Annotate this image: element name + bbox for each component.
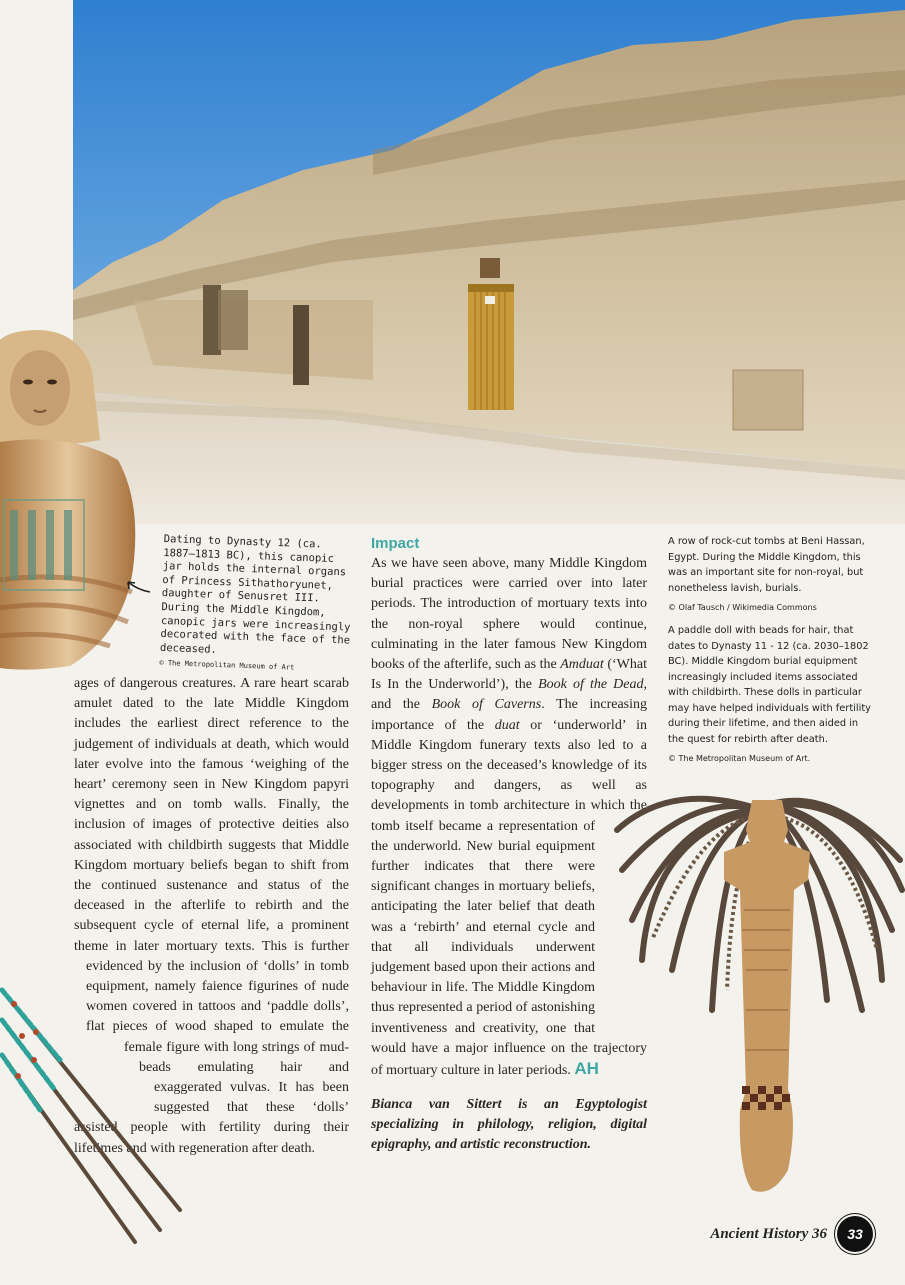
- page-footer: [710, 1216, 873, 1252]
- canopic-jar-photo: [0, 330, 140, 675]
- beaded-sticks-photo: [0, 980, 200, 1285]
- article-text-left: ages of dangerous creatures. A rare heart scarab amulet dated to the late Middle Kingdom includes the earliest direct reference to the judgement of individuals at death, which would later evolve into the famous ‘weighing of the heart’ ceremony seen in New Kingdom papyri vignettes and on tomb walls. Finally, the inclusion of images of protective deities also associated with childbirth suggests that Middle Kingdom mortuary beliefs began to shift from the continued sustenance and status of the deceased in the afterlife to rebirth and the subsequent cycle of eternal life, a prominent theme in later mortuary texts. This is further evidenced by the inclusion of ‘dolls’ in tomb equipment, namely faience figurines of nude women covered in tattoos and ‘paddle dolls’, flat pieces of wood shaped to emulate the female figure with long strings of mud-beads emulating hair and exaggerated vulvas. It has been suggested that these ‘dolls’ assisted people with fertility during their lifetimes and with regeneration after death.: [74, 676, 349, 1156]
- article-column-middle: [371, 535, 647, 1155]
- tombs-caption-text: A row of rock-cut tombs at Beni Hassan, Egypt. During the Middle Kingdom, this was an important site for non-royal, but nonetheless lavish, burials.: [668, 536, 865, 594]
- doll-caption-credit: © The Metropolitan Museum of Art.: [668, 754, 811, 763]
- doll-caption: [668, 623, 873, 767]
- beni-hassan-tombs-photo: [73, 0, 905, 524]
- page-number: 33: [837, 1216, 873, 1252]
- author-initials: AH: [574, 1059, 599, 1079]
- pointer-arrow-icon: [124, 578, 152, 596]
- canopic-jar-caption: [159, 533, 354, 677]
- tombs-caption: [668, 534, 873, 616]
- author-bio: Bianca van Sittert is an Egyptologist specializing in philology, religion, digital epigraphy, and artistic reconstruction.: [371, 1097, 647, 1153]
- section-heading-impact: Impact: [371, 535, 420, 552]
- magazine-issue: Ancient History 36: [710, 1225, 827, 1242]
- canopic-caption-text: Dating to Dynasty 12 (ca. 1887–1813 BC), this canopic jar holds the internal organs of Princess Sithathoryunet, daughter of Senusret III. During the Middle Kingdom, canopic jars were increasingly decorated with the face of the deceased.: [159, 533, 351, 656]
- doll-caption-text: A paddle doll with beads for hair, that dates to Dynasty 11 - 12 (ca. 2030–1802 BC). Middle Kingdom burial equipment increasingly included items associated with childbirth. These dolls in particular may have helped individuals with fertility during their lifetime, and then aided in the quest for rebirth after death.: [668, 625, 871, 745]
- article-text-middle: As we have seen above, many Middle Kingdom burial practices were carried over into later periods. The introduction of mortuary texts into the non-royal sphere would continue, culminating in the later famous New Kingdom books of the afterlife, such as the Amduat (‘What Is In the Underworld’), the Book of the Dead, and the Book of Caverns. The increasing importance of the duat or ‘underworld’ in Middle Kingdom funerary texts also led to a bigger stress on the deceased’s knowledge of its topography and dangers, as well as developments in tomb architecture in which the tomb itself became a representation of the underworld. New burial equipment further indicates that there were significant changes in mortuary beliefs, anticipating the later belief that death was a ‘rebirth’ and eternal cycle and that all individuals underwent judgement based upon their actions and behaviour in life. The Middle Kingdom thus represented a period of astonishing inventiveness and creativity, one that would have a major influence on the trajectory of mortuary culture in later periods. AH: [371, 556, 648, 1079]
- canopic-caption-credit: © The Metropolitan Museum of Art: [159, 659, 295, 672]
- paddle-doll-photo: [612, 770, 905, 1205]
- tombs-caption-credit: © Olaf Tausch / Wikimedia Commons: [668, 603, 817, 612]
